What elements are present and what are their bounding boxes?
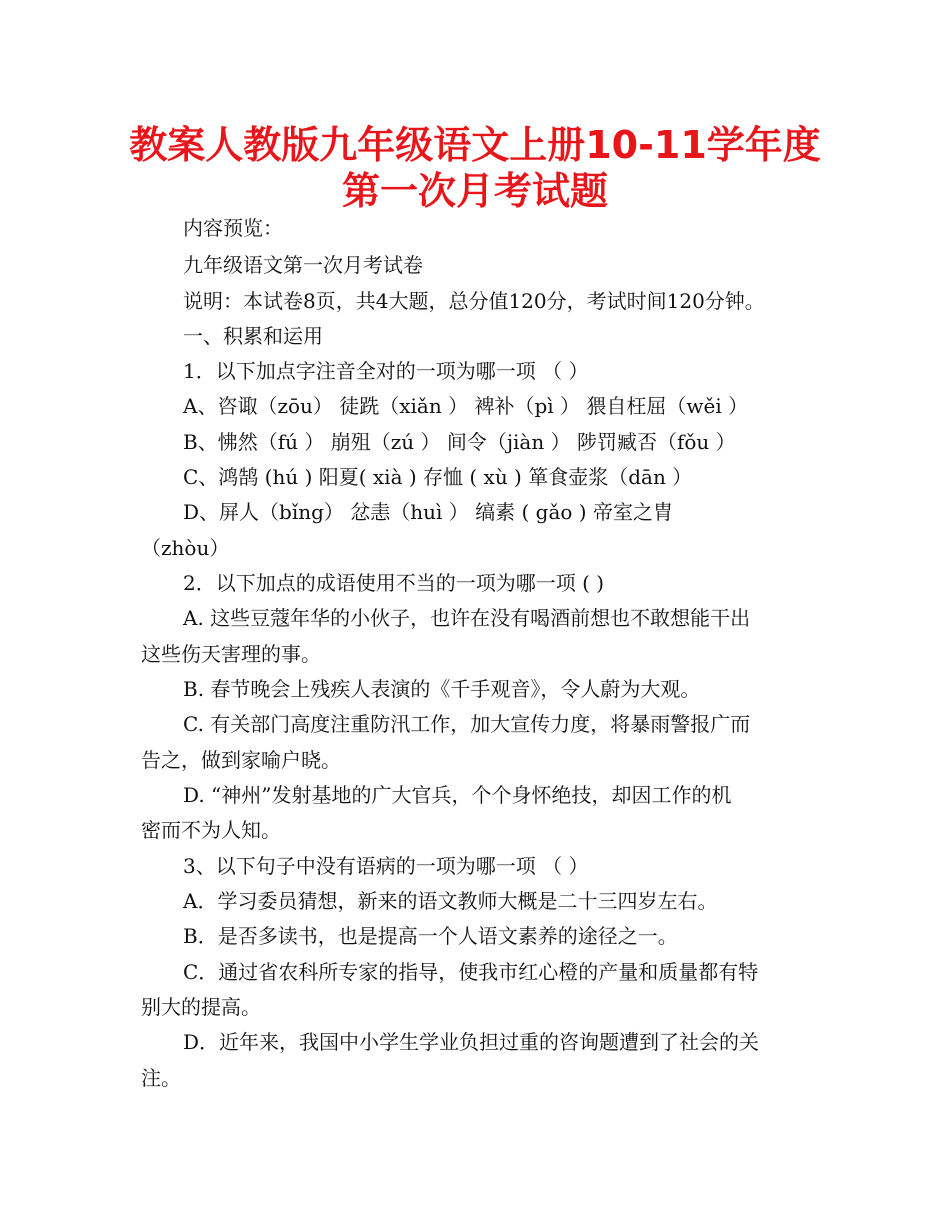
- question-3-option-b: B．是否多读书，也是提高一个人语文素养的途径之一。: [183, 924, 678, 948]
- question-2-option-a-cont: 这些伤天害理的事。: [141, 642, 321, 666]
- document-title-line-2: 第一次月考试题: [341, 169, 608, 213]
- question-1: 1．以下加点字注音全对的一项为哪一项 （ ）: [183, 359, 589, 383]
- section-heading: 一、积累和运用: [183, 324, 323, 348]
- exam-name: 九年级语文第一次月考试卷: [183, 253, 423, 277]
- question-2-option-a: A. 这些豆蔻年华的小伙子，也许在没有喝酒前想也不敢想能干出: [183, 606, 751, 630]
- question-2-option-c: C. 有关部门高度注重防汛工作，加大宣传力度，将暴雨警报广而: [183, 712, 751, 736]
- question-1-option-a: A、咨诹（zōu） 徒跣（xiǎn ） 裨补（pì ） 猥自枉屈（wěi ）: [183, 394, 749, 418]
- question-3-option-d-cont: 注。: [141, 1066, 181, 1090]
- question-1-option-b: B、怫然（fú ） 崩殂（zú ） 间令（jiàn ） 陟罚臧否（fǒu ）: [183, 430, 736, 454]
- question-2-option-d: D. “神州”发射基地的广大官兵，个个身怀绝技，却因工作的机: [183, 783, 732, 807]
- question-2-option-c-cont: 告之，做到家喻户晓。: [141, 748, 341, 772]
- question-3-option-c: C．通过省农科所专家的指导，使我市红心橙的产量和质量都有特: [183, 960, 759, 984]
- exam-instructions: 说明：本试卷8页，共4大题，总分值120分，考试时间120分钟。: [183, 289, 765, 313]
- question-1-option-d: D、屏人（bǐng） 忿恚（huì ） 缟素 ( gǎo ) 帝室之胄: [183, 500, 673, 524]
- question-2-option-b: B. 春节晚会上残疾人表演的《千手观音》，令人蔚为大观。: [183, 677, 701, 701]
- question-2: 2．以下加点的成语使用不当的一项为哪一项 ( ): [183, 571, 605, 595]
- question-1-option-c: C、鸿鹄 (hú ) 阳夏( xià ) 存恤 ( xù ) 箪食壶浆（dān ）: [183, 465, 693, 489]
- question-1-option-d-cont: （zhòu）: [141, 536, 230, 560]
- question-3: 3、以下句子中没有语病的一项为哪一项 （ ）: [183, 854, 589, 878]
- question-3-option-d: D．近年来，我国中小学生学业负担过重的咨询题遭到了社会的关: [183, 1030, 760, 1054]
- question-2-option-d-cont: 密而不为人知。: [141, 818, 281, 842]
- question-3-option-c-cont: 别大的提高。: [141, 995, 261, 1019]
- document-title-line-1: 教案人教版九年级语文上册10-11学年度: [129, 123, 821, 167]
- content-preview-label: 内容预览：: [183, 216, 283, 240]
- question-3-option-a: A．学习委员猜想，新来的语文教师大概是二十三四岁左右。: [183, 889, 718, 913]
